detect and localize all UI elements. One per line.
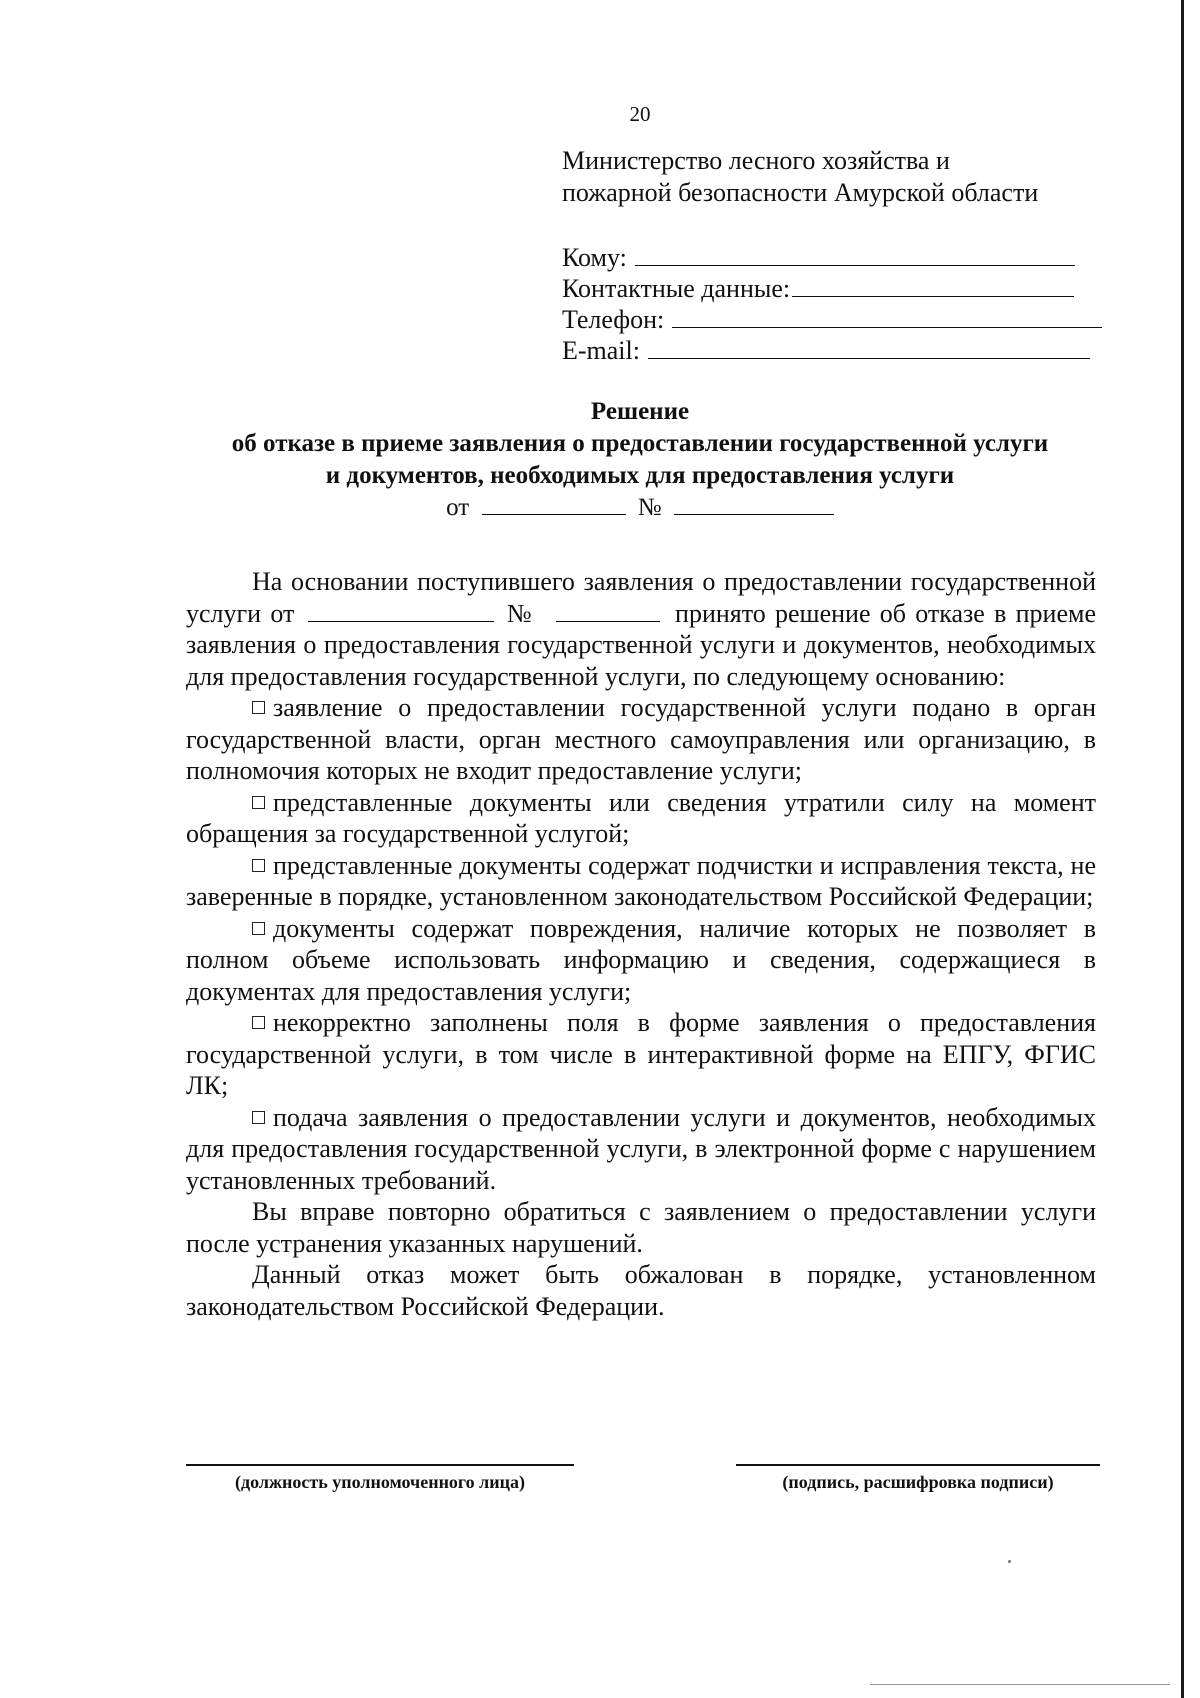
number-label: № xyxy=(637,494,662,521)
recipient-field[interactable] xyxy=(635,243,1075,266)
signature-caption: (подпись, расшифровка подписи) xyxy=(782,1472,1054,1492)
title-line-2: об отказе в приеме заявления о предоставлении государственной услуги xyxy=(231,430,1049,457)
number-field[interactable] xyxy=(674,494,834,515)
reason-text: документы содержат повреждения, наличие которых не позволяет в полном объеме использовать информацию и сведения, содержащиеся в документах для предоставления услуги; xyxy=(186,913,1096,1006)
checkbox-icon[interactable] xyxy=(252,796,265,809)
application-number-field[interactable] xyxy=(556,601,660,622)
phone-row xyxy=(562,304,1102,335)
reason-text: представленные документы содержат подчистки и исправления текста, не заверенные в порядке, установленном законодательством Российской Федерации; xyxy=(186,850,1096,911)
addressee-line-2: пожарной безопасности Амурской области xyxy=(562,178,1039,207)
email-label: E-mail: xyxy=(562,336,640,365)
email-field[interactable] xyxy=(648,336,1090,359)
date-number-row xyxy=(150,492,1130,524)
reason-text: подача заявления о предоставлении услуги и документов, необходимых для предоставления государственной услуги, в электронной форме с нарушением установленных требований. xyxy=(186,1102,1096,1195)
application-date-field[interactable] xyxy=(308,601,494,622)
checkbox-icon[interactable] xyxy=(252,1016,265,1029)
page-number: 20 xyxy=(629,102,651,126)
reason-text: заявление о предоставлении государственной услуги подано в орган государственной власти, орган местного самоуправления или организацию, в полномочия которых не входит предоставление услуги; xyxy=(186,693,1096,785)
contact-data-row xyxy=(562,273,1102,304)
reason-text: некорректно заполнены поля в форме заявления о предоставления государственной услуги, в том числе в интерактивной форме на ЕПГУ, ФГИС ЛК; xyxy=(186,1008,1096,1100)
title-line-1: Решение xyxy=(590,398,690,425)
intro-number-label: № xyxy=(506,598,535,628)
reason-item xyxy=(186,787,1096,850)
addressee-block xyxy=(562,145,1122,209)
closing-paragraph-1: Вы вправе повторно обратиться с заявлением о предоставлении услуги после устранения указанных нарушений. xyxy=(186,1197,1096,1258)
scan-right-border xyxy=(1181,0,1184,1698)
recipient-label: Кому: xyxy=(562,243,627,272)
signature-line[interactable] xyxy=(736,1464,1100,1466)
recipient-row xyxy=(562,242,1102,273)
position-caption: (должность уполномоченного лица) xyxy=(235,1472,525,1492)
date-from-label: от xyxy=(446,494,470,521)
reason-item xyxy=(186,850,1096,913)
contact-data-field[interactable] xyxy=(792,274,1074,297)
scan-bottom-line xyxy=(870,1684,1170,1685)
decision-body xyxy=(186,566,1096,1322)
title-line-3: и документов, необходимых для предоставления услуги xyxy=(325,462,955,489)
position-signature-line[interactable] xyxy=(186,1464,574,1466)
checkbox-icon[interactable] xyxy=(252,922,265,935)
intro-part-1: На основании поступившего заявления о предоставлении государственной услуги от xyxy=(186,567,1096,628)
reason-item xyxy=(186,1007,1096,1102)
intro-paragraph xyxy=(186,566,1096,692)
email-row xyxy=(562,335,1102,366)
intro-part-2: принято решение об отказе в приеме заявления о предоставления государственной услуги и документов, необходимых для предоставления государственной услуги, по следующему основанию: xyxy=(186,598,1097,691)
reason-text: представленные документы или сведения утратили силу на момент обращения за государственной услугой; xyxy=(186,787,1096,848)
checkbox-icon[interactable] xyxy=(252,859,265,872)
scan-artifact xyxy=(1008,1560,1011,1563)
phone-label: Телефон: xyxy=(562,305,665,334)
phone-field[interactable] xyxy=(672,305,1102,328)
contacts-block xyxy=(562,242,1102,366)
checkbox-icon[interactable] xyxy=(252,701,265,714)
checkbox-icon[interactable] xyxy=(252,1111,265,1124)
reason-item xyxy=(186,692,1096,787)
reason-item xyxy=(186,1102,1096,1197)
reason-item xyxy=(186,913,1096,1008)
document-title xyxy=(150,396,1130,492)
date-field[interactable] xyxy=(482,494,626,515)
addressee-line-1: Министерство лесного хозяйства и xyxy=(562,146,950,175)
closing-paragraph-2: Данный отказ может быть обжалован в порядке, установленном законодательством Российской Федерации. xyxy=(186,1260,1096,1321)
contact-data-label: Контактные данные: xyxy=(562,274,791,303)
